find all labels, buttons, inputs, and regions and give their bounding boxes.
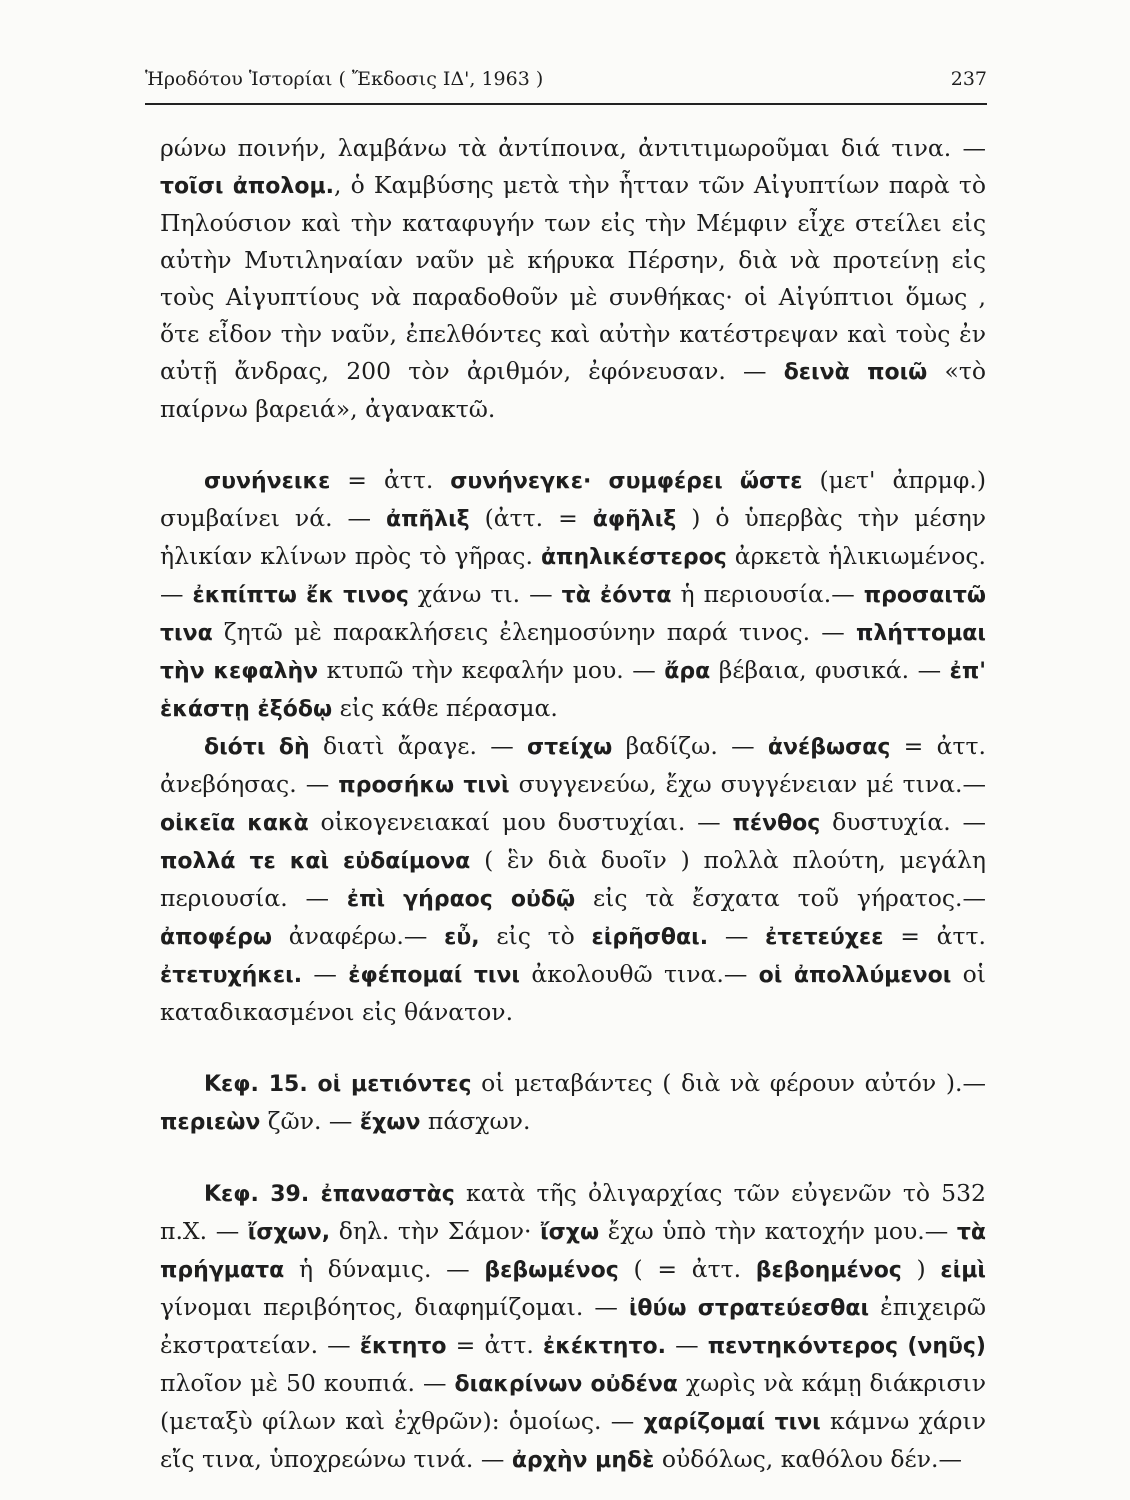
lemma: ἴσχω	[540, 1220, 600, 1245]
gloss-text: ἡ δύναμις. —	[284, 1255, 485, 1283]
gloss-text: ἡ περιουσία.—	[671, 580, 864, 608]
paragraph	[160, 1065, 986, 1141]
lemma: προσαιτῶ τινα	[160, 583, 986, 646]
lemma: ἀρχὴν μηδὲ	[511, 1448, 655, 1473]
gloss-text: ) ὁ ὑπερβὰς τὴν μέσην ἡλικίαν κλίνων πρὸς τὸ γῆρας.	[160, 504, 986, 570]
header-title: Ἡροδότου Ἱστορίαι ( Ἔκδοσις ΙΔ', 1963 )	[145, 68, 544, 90]
gloss-text: κάμνω χάριν εἴς τινα, ὑποχρεώνω τινά. —	[160, 1407, 986, 1473]
lemma: ἀπῆλιξ	[385, 507, 470, 532]
gloss-text: συγγενεύω, ἔχω συγγένειαν μέ τινα.—	[509, 770, 986, 798]
gloss-text: οἱ καταδικασμένοι εἰς θάνατον.	[160, 960, 986, 1026]
paragraph	[160, 130, 986, 428]
lemma: συνήνεγκε· συμφέρει ὥστε	[450, 469, 803, 494]
gloss-text: πλοῖον μὲ 50 κουπιά. —	[160, 1369, 455, 1397]
gloss-text: πάσχων.	[420, 1107, 531, 1135]
lemma: τὰ πρήγματα	[160, 1220, 986, 1283]
lemma: οἱ ἀπολλύμενοι	[758, 963, 952, 988]
lemma: ἀποφέρω	[160, 925, 272, 950]
gloss-text: δυστυχία. —	[820, 808, 986, 836]
lemma: εἰμὶ	[940, 1258, 986, 1283]
gloss-text: ( = ἀττ.	[618, 1255, 756, 1283]
lemma: ἐτετυχήκει.	[160, 963, 303, 988]
gloss-text: (μετ' ἀπρμφ.) συμβαίνει νά. —	[160, 466, 986, 532]
lemma: ἀφῆλιξ	[592, 507, 677, 532]
commentary-body	[160, 130, 986, 1479]
lemma: στείχω	[527, 735, 613, 760]
gloss-text: βαδίζω. —	[612, 732, 768, 760]
lemma: περιεὼν	[160, 1110, 261, 1135]
gloss-text: ἀκολουθῶ τινα.—	[520, 960, 759, 988]
paragraph	[160, 1175, 986, 1479]
lemma: ἀνέβωσας	[767, 735, 891, 760]
lemma: ἔχων	[359, 1110, 421, 1135]
lemma: δεινὰ ποιῶ	[783, 360, 928, 385]
gloss-text: κατὰ τῆς ὀλιγαρχίας τῶν εὐγενῶν τὸ 532 π.Χ. —	[160, 1179, 987, 1245]
gloss-text: κτυπῶ τὴν κεφαλήν μου. —	[318, 656, 665, 684]
gloss-text: οἰκογενειακαί μου δυστυχίαι. —	[308, 808, 733, 836]
paragraph	[160, 462, 986, 728]
gloss-text: (ἀττ. =	[469, 504, 593, 532]
lemma: Κεφ. 15. οἱ μετιόντες	[204, 1072, 472, 1097]
gloss-text: «τὸ παίρνω βαρειά», ἀγανακτῶ.	[160, 357, 986, 423]
lemma: ἐτετεύχεε	[765, 925, 884, 950]
gloss-text: χωρὶς νὰ κάμῃ διάκρισιν (μεταξὺ φίλων καὶ ἐχθρῶν): ὁμοίως. —	[160, 1369, 986, 1435]
gloss-text: δηλ. τὴν Σάμον·	[330, 1217, 541, 1245]
gloss-text: εἰς τὸ	[479, 922, 592, 950]
gloss-text: οἱ μεταβάντες ( διὰ νὰ φέρουν αὐτόν ).—	[471, 1069, 986, 1097]
gloss-text: ζητῶ μὲ παρακλήσεις ἐλεημοσύνην παρά τινος. —	[212, 618, 856, 646]
gloss-text: χάνω τι. —	[408, 580, 562, 608]
lemma: τὰ ἐόντα	[561, 583, 672, 608]
lemma: ἔκτητο	[359, 1334, 447, 1359]
lemma: ἐπὶ γήραος οὐδῷ	[346, 887, 576, 912]
gloss-text: διατὶ ἄραγε. —	[309, 732, 527, 760]
lemma: ἐκέκτητο.	[543, 1334, 666, 1359]
gloss-text: = ἀττ.	[883, 922, 986, 950]
lemma: πλήττομαι τὴν κεφαλὴν	[160, 621, 986, 684]
lemma: ἀπηλικέστερος	[540, 545, 727, 570]
lemma: ἴσχων,	[247, 1220, 331, 1245]
lemma: οἰκεῖα κακὰ	[160, 811, 309, 836]
gloss-text: ζῶν. —	[260, 1107, 360, 1135]
gloss-text: εἰς κάθε πέρασμα.	[332, 694, 558, 722]
header-rule	[145, 103, 987, 105]
lemma: ἐπ' ἑκάστῃ ἐξόδῳ	[160, 659, 986, 722]
lemma: ἄρα	[664, 659, 711, 684]
lemma: ἰθύω στρατεύεσθαι	[628, 1296, 870, 1321]
lemma: συνήνεικε	[204, 469, 331, 494]
lemma: πεντηκόντερος (νηῦς)	[707, 1334, 986, 1359]
gloss-text: ἐπιχειρῶ ἐκστρατείαν. —	[160, 1293, 987, 1359]
gloss-text: ρώνω ποινήν, λαμβάνω τὰ ἀντίποινα, ἀντιτιμωροῦμαι διά τινα. —	[160, 134, 986, 162]
lemma: εὖ,	[444, 925, 480, 950]
lemma: χαρίζομαί τινι	[643, 1410, 821, 1435]
paragraph	[160, 728, 986, 1031]
lemma: διότι δὴ	[204, 735, 310, 760]
lemma: ἐφέπομαί τινι	[348, 963, 521, 988]
lemma: Κεφ. 39. ἐπαναστὰς	[204, 1182, 455, 1207]
lemma: πένθος	[732, 811, 821, 836]
lemma: διακρίνων οὐδένα	[454, 1372, 678, 1397]
gloss-text: —	[708, 922, 766, 950]
gloss-text: , ὁ Καμβύσης μετὰ τὴν ἧτταν τῶν Αἰγυπτίων παρὰ τὸ Πηλούσιον καὶ τὴν καταφυγήν των εἰς τὴν Μέμφιν εἶχε στείλει εἰς αὐτὴν Μυτιληναίαν ναῦν μὲ κήρυκα Πέρσην, διὰ νὰ προτείνῃ εἰς τοὺς Αἰγυπτίους νὰ παραδοθοῦν μὲ συνθήκας· οἱ Αἰγύπτιοι ὅμως , ὅτε εἶδον τὴν ναῦν, ἐπελθόντες καὶ αὐτὴν κατέστρεψαν καὶ τοὺς ἐν αὐτῇ ἄνδρας, 200 τὸν ἀριθμόν, ἐφόνευσαν. —	[160, 171, 987, 385]
gloss-text: ἀρκετὰ ἡλικιωμένος. —	[160, 542, 986, 608]
gloss-text: οὐδόλως, καθόλου δέν.—	[654, 1445, 962, 1473]
lemma: τοῖσι ἀπολομ.	[160, 174, 334, 199]
gloss-text: )	[901, 1255, 941, 1283]
lemma: βεβοημένος	[755, 1258, 902, 1283]
gloss-text: = ἀττ.	[446, 1331, 543, 1359]
running-header	[145, 68, 987, 102]
gloss-text: —	[665, 1331, 708, 1359]
gloss-text: ( ἓν διὰ δυοῖν ) πολλὰ πλούτη, μεγάλη περιουσία. —	[160, 846, 986, 912]
gloss-text: βέβαια, φυσικά. —	[710, 656, 950, 684]
gloss-text: = ἀττ. ἀνεβόησας. —	[160, 732, 986, 798]
page-number: 237	[950, 68, 987, 90]
gloss-text: = ἀττ.	[330, 466, 451, 494]
lemma: βεβωμένος	[484, 1258, 619, 1283]
gloss-text: ἔχω ὑπὸ τὴν κατοχήν μου.—	[599, 1217, 957, 1245]
gloss-text: εἰς τὰ ἔσχατα τοῦ γήρατος.—	[575, 884, 986, 912]
lemma: εἰρῆσθαι.	[591, 925, 709, 950]
lemma: ἐκπίπτω ἔκ τινος	[192, 583, 409, 608]
lemma: πολλά τε καὶ εὐδαίμονα	[160, 849, 471, 874]
gloss-text: —	[302, 960, 349, 988]
gloss-text: ἀναφέρω.—	[271, 922, 445, 950]
gloss-text: γίνομαι περιβόητος, διαφημίζομαι. —	[160, 1293, 629, 1321]
lemma: προσήκω τινὶ	[338, 773, 510, 798]
